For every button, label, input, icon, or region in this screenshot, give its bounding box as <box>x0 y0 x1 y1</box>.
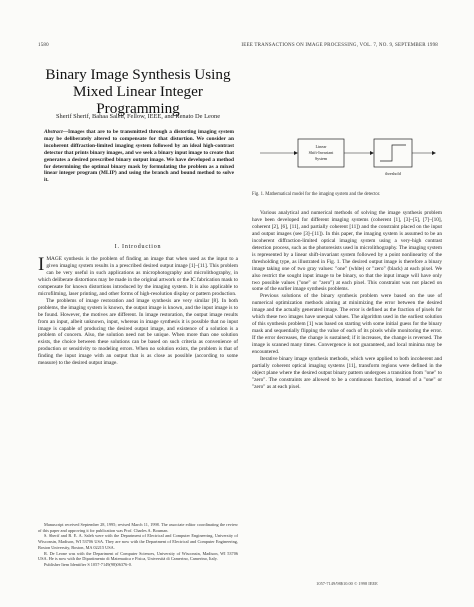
right-paragraph-2: Previous solutions of the binary synthesis problem were based on the use of numerical optimization methods aiming at minimizing the error between the desired image and the actually generated image. The error is defined as the fraction of pixels for which these two images have unequal values. The algorithm used in the earliest solution of this synthesis problem [1] was based on starting with some initial guess for the binary mask and sequentially flipping the value of each of its pixels while monitoring the error. If the error decreases, the change is sustained; if it increases, the change is reversed. The image is scanned many times. Convergence is not guaranteed, and local minima may be encountered. <box>252 293 442 356</box>
footnote-affiliation-1: S. Sherif and B. E. A. Saleh were with the Department of Electrical and Computer Engineering, University of Wisconsin, Madison, WI 53706 USA. They are now with the Department of Electrical and Computer Engineering, Boston University, Boston, MA 02215 USA. <box>38 533 238 550</box>
right-paragraph-1: Various analytical and numerical methods of solving the image synthesis problem have been developed for different imaging systems (coherent [1], [3]–[5], [7]–[10], coherent [2], [6], [11], and partially coherent [11]) and the constraint placed on the input and output images (see [3]–[11]). In this paper, the imaging system is assumed to be an incoherent diffraction-limited optical imaging system using a very-high contrast detection process, such as the photoresists used in microlithography. The imaging system is represented by a linear shift-invariant system followed by a point nonlinearity of the thresholding type, as illustrated in Fig. 1. The desired output image is therefore a binary image taking one of two gray values: "one" (white) or "zero" (black) at each pixel. We also restrict the sought input image to be binary, so that the input image will have only two possible values ("one" or "zero") at each pixel. This constraint was not placed on some of the earlier image synthesis problems. <box>252 210 442 293</box>
figure-caption: Fig. 1. Mathematical model for the imaging system and the detector. <box>252 192 381 197</box>
paper-title <box>38 66 238 117</box>
right-column-body <box>252 210 442 391</box>
section-heading: I. Introduction <box>114 244 162 250</box>
box-label-system: System <box>314 156 328 161</box>
page-number: 1580 <box>38 43 49 48</box>
introduction-body <box>38 256 238 367</box>
output-arrowhead <box>432 151 436 155</box>
footnote-manuscript: Manuscript received September 28, 1995; revised March 11, 1998. The associate editor coordinating the review of this paper and approving it for publication was Prof. Charles A. Bouman. <box>38 522 238 533</box>
step-function-icon <box>380 145 406 161</box>
middle-arrowhead <box>370 151 374 155</box>
threshold-label: threshold <box>385 171 401 176</box>
journal-name: IEEE TRANSACTIONS ON IMAGE PROCESSING, VOL. 7, NO. 9, SEPTEMBER 1998 <box>241 43 438 48</box>
footnote-publisher-id: Publisher Item Identifier S 1057-7149(98)06376-0. <box>44 561 132 567</box>
copyright-footer: 1057-7149/98$10.00 © 1998 IEEE <box>316 581 378 586</box>
abstract-label: Abstract— <box>44 129 68 135</box>
title-line-1: Binary Image Synthesis Using <box>45 66 231 83</box>
threshold-box <box>374 139 412 167</box>
intro-paragraph-2: The problems of image restoration and image synthesis are very similar [8]. In both problems, the imaging system is known, the output image is known, and the input image is to be found. However, the motives are different. In image restoration, the output image results from an input, albeit unknown, input, whereas in image synthesis it is possible that no input image is capable of producing the desired output image, and existence of a solution is a problem of concern. Also, the solution need not be unique. When more than one solution exists, the choice between these solutions can be based on such criteria as convenience of production or sensitivity to modeling errors. When no solution exists, the problem is that of finding the input image with an output that is as close as possible (according to some measure) to the desired output image. <box>38 297 238 367</box>
figure-1-diagram <box>252 129 440 181</box>
footnote-affiliation-2: R. De Leone was with the Department of Computer Sciences, University of Wisconsin, Madison, WI 53706 USA. He is now with the Dipartimento di Matematica e Fisica, Università di Camerino, Camerino, Italy. <box>38 550 238 562</box>
title-line-2: Mixed Linear Integer Programming <box>73 83 203 117</box>
box-label-shift-invariant: Shift-Invariant <box>308 150 334 155</box>
abstract-text: Images that are to be transmitted through a distorting imaging system may be deliberately altered to compensate for that distortion. We consider an incoherent diffraction-limited imaging system followed by an ideal high-contrast detector that prints binary images, and we seek a binary input image to create that generates a desired prescribed binary output image. We have developed a method for determining the optimal binary mask by formulating the problem as a mixed linear integer program (MLIP) and using the branch and bound method to solve it. <box>44 129 234 184</box>
right-paragraph-3: Iterative binary image synthesis methods, which were applied to both incoherent and partially coherent optical imaging systems [11], transform regions were defined in the object plane where the desired output binary pattern undergoes a transition from "one" to "zero". The constraints are allowed to be a continuous function, instead of a "one" or "zero" as at each pixel. <box>252 356 442 390</box>
box-label-linear: Linear <box>315 144 327 149</box>
running-header <box>38 43 438 55</box>
input-arrowhead <box>294 151 298 155</box>
intro-paragraph-1: IMAGE synthesis is the problem of finding an image that when used as the input to a given imaging system results in a prescribed desired output image [1]–[11]. This problem can be very useful in such applications as microphotography and microlithography, in which deliberate distortions may be made in the original artwork or the IC fabrication mask to compensate for known distortions introduced by the imaging system. It is also applicable to microfilming, laser printing, and other forms of high-resolution display or pattern production. <box>38 254 238 297</box>
footnotes <box>38 522 238 568</box>
author-list: Sherif Sherif, Bahaa Saleh, Fellow, IEEE, and Renato De Leone <box>55 113 221 120</box>
drop-cap: I <box>38 254 45 275</box>
abstract <box>44 129 234 184</box>
